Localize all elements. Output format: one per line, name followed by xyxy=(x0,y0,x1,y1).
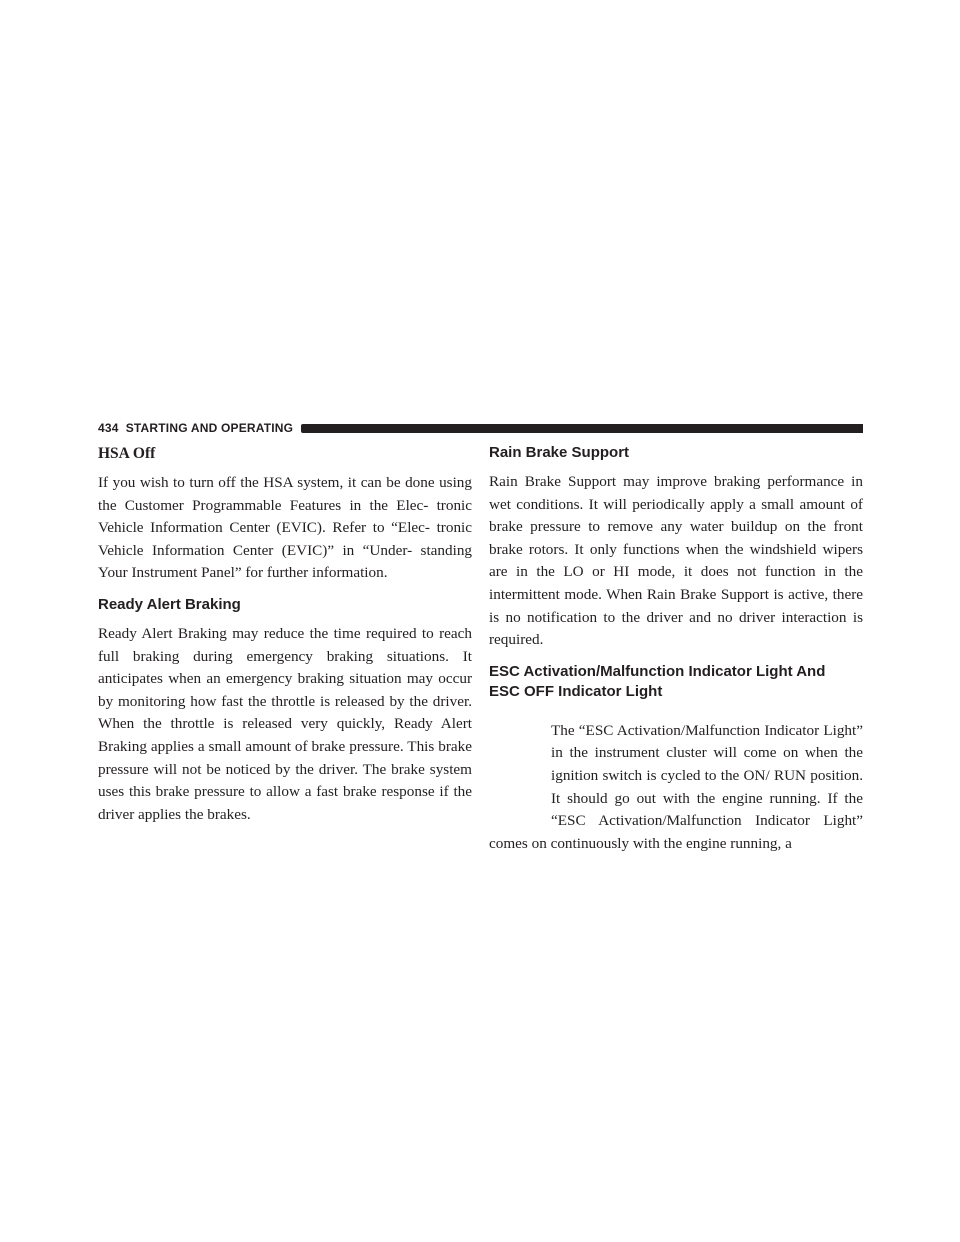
esc-heading-line-2: ESC OFF Indicator Light xyxy=(489,682,663,700)
header-label xyxy=(98,421,293,435)
running-header xyxy=(98,421,863,435)
rain-brake-heading: Rain Brake Support xyxy=(489,444,630,461)
section-title: STARTING AND OPERATING xyxy=(125,421,294,435)
ready-alert-heading: Ready Alert Braking xyxy=(98,595,241,613)
header-rule xyxy=(301,424,863,433)
esc-heading-line-1: ESC Activation/Malfunction Indicator Light And xyxy=(489,662,826,680)
rain-brake-paragraph: Rain Brake Support may improve braking performance in wet conditions. It will periodically apply a small amount of brake pressure to remove any water buildup on the front brake rotors. It only functions when the windshield wipers are in the LO or HI mode, it does not function in the intermittent mode. When Rain Brake Support is active, there is no notification to the driver and no driver interaction is required. xyxy=(489,473,863,649)
hsa-off-heading: HSA Off xyxy=(98,445,156,462)
left-column xyxy=(98,440,472,836)
page-number: 434 xyxy=(98,421,119,435)
esc-indicator-icon-area xyxy=(489,720,551,812)
right-column xyxy=(489,440,863,865)
ready-alert-paragraph: Ready Alert Braking may reduce the time required to reach full braking during emergency braking situations. It anticipates when an emergency braking situation may occur by monitoring how fast the throttle is released by the driver. When the throttle is released very quickly, Ready Alert Braking applies a small amount of brake pressure. This brake pressure will not be noticed by the driver. The brake system uses this brake pressure to allow a fast brake response if the driver applies the brakes. xyxy=(98,624,472,823)
esc-indicator-body xyxy=(489,720,863,856)
esc-indicator-paragraph: The “ESC Activation/Malfunction Indicator Light” in the instrument cluster will come on when the ignition switch is cycled to the ON/ RUN position. It should go out with the engine running. If the “ESC Activation/Malfunction Indicator Light” comes on continuously with the engine running, a xyxy=(489,721,863,852)
hsa-off-paragraph: If you wish to turn off the HSA system, it can be done using the Customer Programmable Features in the Elec- tronic Vehicle Information Center (EVIC). Refer to “Elec- tronic Vehicle Information Center (EVIC)” in “Under- standing Your Instrument Panel” for further information. xyxy=(98,474,472,582)
esc-indicator-heading xyxy=(489,662,863,702)
